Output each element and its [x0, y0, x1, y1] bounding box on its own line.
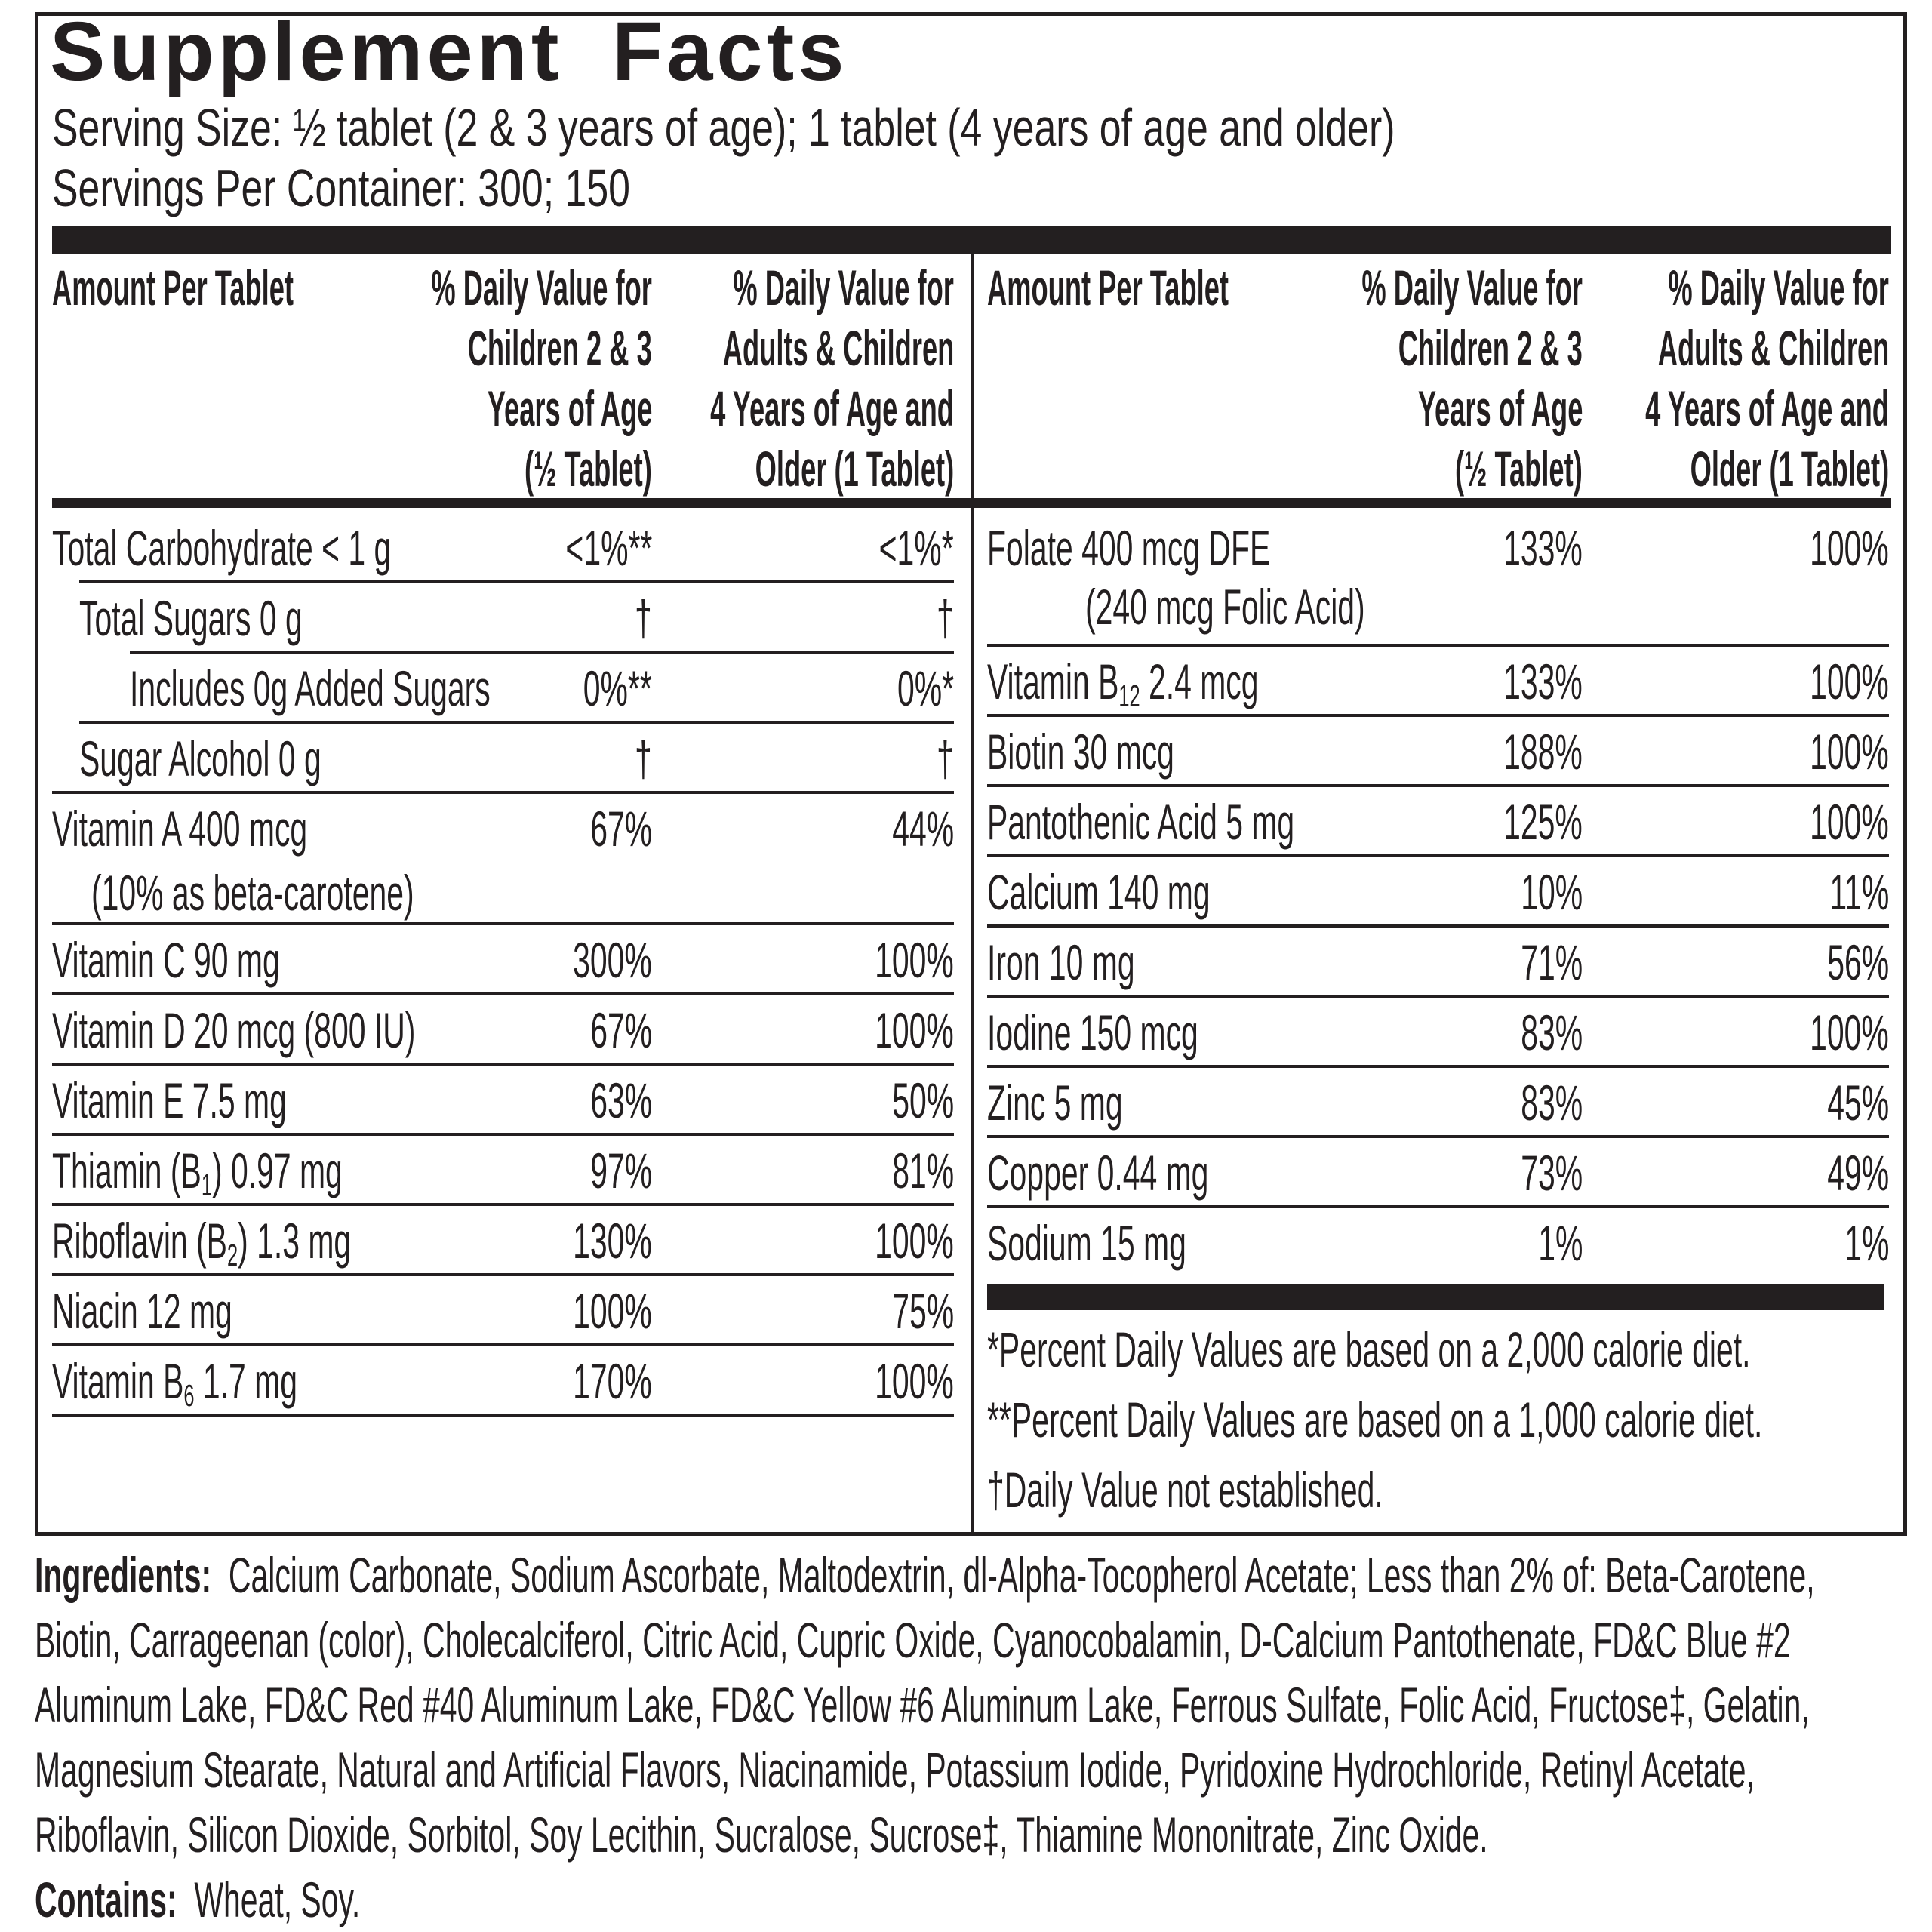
- children-dv-text: 133%: [1503, 520, 1583, 576]
- nutrient-label: [987, 928, 1226, 998]
- nutrient-label: [987, 787, 1483, 857]
- children-daily-value: [624, 583, 652, 654]
- adults-dv-text: 100%: [875, 1002, 954, 1058]
- nutrient-row: [52, 995, 954, 1066]
- nutrient-name-rest: ) 1.3 mg: [238, 1213, 352, 1269]
- children-daily-value: [1455, 647, 1583, 717]
- adults-daily-value: [826, 1346, 954, 1417]
- nutrient-row: [52, 1136, 954, 1206]
- nutrient-name: [52, 794, 307, 864]
- nutrient-row: [987, 857, 1889, 928]
- adults-dv-text: 100%: [875, 932, 954, 988]
- nutrient-name: [987, 787, 1294, 857]
- adults-daily-value: [1761, 508, 1889, 589]
- children-dv-text: 67%: [590, 1002, 652, 1058]
- nutrient-name: [52, 1346, 297, 1417]
- nutrient-name-text: Calcium 140 mg: [987, 864, 1211, 920]
- nutrient-label: [79, 583, 439, 654]
- nutrient-name-text: Vitamin D 20 mcg (800 IU): [52, 1002, 416, 1058]
- nutrient-name: [52, 508, 391, 589]
- children-daily-value: [552, 1066, 652, 1136]
- footnote: †Daily Value not established.: [987, 1462, 1383, 1518]
- header-line: Older (1 Tablet): [755, 441, 954, 497]
- children-dv-text: 133%: [1503, 654, 1583, 709]
- nutrient-row: [987, 787, 1889, 857]
- nutrient-name-text: Folate 400 mcg DFE: [987, 520, 1271, 576]
- children-daily-value: [525, 1276, 652, 1346]
- nutrient-label: [52, 1066, 430, 1136]
- children-daily-value: [552, 794, 652, 864]
- adults-daily-value: [826, 925, 954, 995]
- nutrient-name: [987, 1138, 1208, 1208]
- nutrient-name-text: Vitamin A 400 mcg: [52, 801, 308, 857]
- adults-dv-text: 75%: [892, 1283, 954, 1339]
- adults-dv-text: 100%: [1810, 724, 1889, 780]
- children-dv-text: 71%: [1521, 934, 1583, 990]
- children-daily-value: [1455, 787, 1583, 857]
- nutrient-note-text: (240 mcg Folic Acid): [1085, 579, 1365, 635]
- children-dv-text: 188%: [1503, 724, 1583, 780]
- header-line: (½ Tablet): [525, 441, 652, 497]
- nutrient-row: [52, 794, 954, 925]
- children-daily-value: [1483, 998, 1583, 1068]
- nutrient-name-text: Vitamin E 7.5 mg: [52, 1072, 287, 1128]
- adults-dv-text: 11%: [1829, 864, 1889, 920]
- adults-daily-value: [1793, 857, 1889, 928]
- children-dv-text: 0%**: [583, 660, 652, 716]
- adults-daily-value: [1789, 1068, 1889, 1138]
- subscript: 12: [1118, 678, 1140, 714]
- children-dv-text: 83%: [1521, 1075, 1583, 1131]
- ingredients-label: Ingredients:: [35, 1547, 212, 1603]
- nutrient-name-text: Iodine 150 mcg: [987, 1004, 1198, 1060]
- adults-daily-value: [854, 794, 954, 864]
- children-daily-value: [525, 1346, 652, 1417]
- nutrient-row: [987, 998, 1889, 1068]
- nutrient-name: [130, 654, 491, 724]
- adults-dv-text: 100%: [1810, 794, 1889, 850]
- nutrient-name-text: Sugar Alcohol 0 g: [79, 731, 321, 786]
- header-line: Older (1 Tablet): [1690, 441, 1889, 497]
- nutrient-name: [987, 928, 1135, 998]
- header-adults-dv: [1446, 257, 1889, 499]
- children-daily-value: [1455, 508, 1583, 589]
- nutrient-row: [52, 654, 954, 724]
- children-dv-text: 1%: [1537, 1215, 1583, 1271]
- children-daily-value: [525, 1206, 652, 1276]
- nutrient-row: [52, 583, 954, 654]
- nutrient-name-rest: 1.7 mg: [194, 1353, 297, 1409]
- nutrient-name: [987, 857, 1211, 928]
- nutrient-name-rest: ) 0.97 mg: [211, 1143, 343, 1198]
- header-line: % Daily Value for: [733, 260, 954, 315]
- thick-divider-header: [52, 498, 1891, 508]
- nutrient-name-rest: 2.4 mcg: [1140, 654, 1259, 709]
- nutrient-label: [52, 995, 638, 1066]
- adults-daily-value: [854, 1066, 954, 1136]
- nutrient-name-text: Includes 0g Added Sugars: [130, 660, 491, 716]
- nutrient-name: [987, 647, 1259, 717]
- nutrient-label: [987, 1138, 1344, 1208]
- nutrient-label: [52, 1276, 343, 1346]
- nutrient-label: [987, 998, 1327, 1068]
- adults-daily-value: [1761, 787, 1889, 857]
- children-dv-text: 10%: [1521, 864, 1583, 920]
- thick-divider-footnotes: [987, 1284, 1884, 1310]
- ingredients-text: Calcium Carbonate, Sodium Ascorbate, Maltodextrin, dl-Alpha-Tocopherol Acetate; Less than 2% of: Beta-Carotene, Biotin, Carrageenan (color), Cholecalciferol, Citric Acid, Cupric Oxide, Cyanocobalamin, D-Calcium Pantothenate, FD&C Blue #2 Aluminum Lake, FD&C Red #40 Aluminum Lake, FD&C Yellow #6 Aluminum Lake, Ferrous Sulfate, Folic Acid, Fructose‡, Gelatin, Magnesium Stearate, Natural and Artificial Flavors, Niacinamide, Potassium Iodide, Pyridoxine Hydrochloride, Retinyl Acetate, Riboflavin, Silicon Dioxide, Sorbitol, Soy Lecithin, Sucralose, Sucrose‡, Thiamine Mononitrate, Zinc Oxide.: [35, 1547, 1815, 1863]
- nutrient-name: [79, 724, 321, 794]
- header-line: Adults & Children: [722, 320, 954, 376]
- adults-daily-value: [1761, 717, 1889, 787]
- header-line: % Daily Value for: [431, 260, 652, 315]
- nutrient-label: [987, 717, 1289, 787]
- adults-dv-text: 45%: [1827, 1075, 1889, 1131]
- adults-dv-text: 56%: [1827, 934, 1889, 990]
- panel-title: Supplement Facts: [50, 5, 848, 98]
- nutrient-name-text: Biotin 30 mcg: [987, 724, 1174, 780]
- children-daily-value: [624, 724, 652, 794]
- left-header: [52, 257, 954, 499]
- header-line: 4 Years of Age and: [1645, 380, 1889, 436]
- header-line: Years of Age: [487, 380, 652, 436]
- children-dv-text: 300%: [573, 932, 652, 988]
- nutrient-row: [987, 1068, 1889, 1138]
- children-dv-text: 125%: [1503, 794, 1583, 850]
- nutrient-name-text: Thiamin (B: [52, 1143, 202, 1198]
- children-daily-value: [1483, 1068, 1583, 1138]
- nutrient-name-text: Copper 0.44 mg: [987, 1145, 1209, 1201]
- header-line: % Daily Value for: [1361, 260, 1583, 315]
- adults-daily-value: [854, 1136, 954, 1206]
- adults-daily-value: [826, 1206, 954, 1276]
- children-daily-value: [552, 995, 652, 1066]
- adults-daily-value: [1789, 1138, 1889, 1208]
- children-daily-value: [1483, 1138, 1583, 1208]
- nutrient-name-text: Zinc 5 mg: [987, 1075, 1123, 1131]
- nutrient-name: [987, 998, 1198, 1068]
- adults-daily-value: [926, 724, 954, 794]
- adults-dv-text: 100%: [875, 1213, 954, 1269]
- header-line: Children 2 & 3: [467, 320, 652, 376]
- nutrient-name: [987, 1068, 1123, 1138]
- nutrient-name: [52, 1066, 287, 1136]
- contains-text: Wheat, Soy.: [194, 1872, 361, 1927]
- children-daily-value: [541, 654, 652, 724]
- children-daily-value: [1483, 928, 1583, 998]
- nutrient-name-text: Vitamin B: [987, 654, 1119, 709]
- children-daily-value: [552, 1136, 652, 1206]
- nutrient-row: [52, 1276, 954, 1346]
- servings-per-container-text: Servings Per Container: 300; 150: [52, 158, 630, 217]
- header-amount: Amount Per Tablet: [52, 260, 294, 315]
- children-daily-value: [1483, 857, 1583, 928]
- nutrient-row: [987, 1208, 1889, 1278]
- adults-daily-value: [1761, 998, 1889, 1068]
- nutrient-name: [52, 1206, 351, 1276]
- adults-daily-value: [854, 1276, 954, 1346]
- nutrient-row: [987, 717, 1889, 787]
- header-line: Adults & Children: [1657, 320, 1889, 376]
- adults-daily-value: [926, 583, 954, 654]
- nutrient-label: [987, 647, 1425, 717]
- nutrient-name: [52, 925, 280, 995]
- adults-dv-text: 81%: [892, 1143, 954, 1198]
- nutrient-name-text: Iron 10 mg: [987, 934, 1135, 990]
- nutrient-label: [52, 1136, 521, 1206]
- column-divider: [971, 254, 974, 1532]
- subscript: 6: [183, 1378, 195, 1414]
- adults-dv-text: 100%: [1810, 520, 1889, 576]
- children-dv-text: 97%: [590, 1143, 652, 1198]
- nutrient-name-text: Pantothenic Acid 5 mg: [987, 794, 1295, 850]
- nutrient-row: [52, 1066, 954, 1136]
- nutrient-label: [79, 724, 469, 794]
- footnote: *Percent Daily Values are based on a 2,000 calorie diet.: [987, 1321, 1751, 1377]
- nutrient-name: [52, 1136, 343, 1206]
- nutrient-name-text: Vitamin C 90 mg: [52, 932, 280, 988]
- footnotes: [987, 1315, 1932, 1525]
- nutrient-name: [52, 1276, 232, 1346]
- adults-dv-text: 100%: [1810, 1004, 1889, 1060]
- nutrient-label: [52, 1206, 534, 1276]
- nutrient-row: [52, 724, 954, 794]
- adults-daily-value: [1789, 928, 1889, 998]
- right-nutrient-table: [987, 508, 1889, 1278]
- header-line: Years of Age: [1417, 380, 1583, 436]
- children-daily-value: [1511, 1208, 1583, 1278]
- adults-dv-text: †: [937, 590, 954, 646]
- children-dv-text: 63%: [590, 1072, 652, 1128]
- adults-dv-text: 100%: [1810, 654, 1889, 709]
- nutrient-label: [987, 1208, 1309, 1278]
- adults-dv-text: †: [937, 731, 954, 786]
- nutrient-label: [52, 925, 420, 995]
- nutrient-name-text: Sodium 15 mg: [987, 1215, 1186, 1271]
- subscript: 1: [201, 1168, 212, 1203]
- nutrient-row: [987, 647, 1889, 717]
- header-line: (½ Tablet): [1455, 441, 1583, 497]
- children-dv-text: 73%: [1521, 1145, 1583, 1201]
- right-header: [987, 257, 1889, 499]
- header-adults-dv: [511, 257, 954, 499]
- adults-dv-text: 49%: [1827, 1145, 1889, 1201]
- servings-per-container: [52, 158, 833, 218]
- nutrient-row: [987, 508, 1889, 647]
- adults-daily-value: [1817, 1208, 1889, 1278]
- children-daily-value: [525, 925, 652, 995]
- header-line: 4 Years of Age and: [710, 380, 954, 436]
- children-dv-text: 100%: [573, 1283, 652, 1339]
- nutrient-note: [91, 858, 612, 928]
- serving-size: [52, 97, 1867, 158]
- nutrient-row: [52, 925, 954, 995]
- subscript: 2: [226, 1238, 238, 1273]
- nutrient-name-text: Total Sugars 0 g: [79, 590, 303, 646]
- adults-dv-text: 44%: [892, 801, 954, 857]
- nutrient-row: [987, 928, 1889, 998]
- nutrient-name-text: Total Carbohydrate < 1 g: [52, 520, 392, 576]
- adults-dv-text: 50%: [892, 1072, 954, 1128]
- nutrient-name: [52, 995, 415, 1066]
- header-line: Children 2 & 3: [1398, 320, 1583, 376]
- adults-daily-value: [863, 654, 954, 724]
- thick-divider-top: [52, 226, 1891, 254]
- nutrient-row: [52, 508, 954, 583]
- nutrient-row: [987, 1138, 1889, 1208]
- adults-dv-text: <1%*: [879, 520, 954, 576]
- nutrient-name-text: Vitamin B: [52, 1353, 184, 1409]
- children-dv-text: 83%: [1521, 1004, 1583, 1060]
- adults-daily-value: [826, 995, 954, 1066]
- nutrient-label: [52, 1346, 448, 1417]
- serving-size-text: Serving Size: ½ tablet (2 & 3 years of age); 1 tablet (4 years of age and older): [52, 98, 1395, 157]
- adults-daily-value: [833, 508, 954, 589]
- nutrient-name: [79, 583, 303, 654]
- nutrient-label: [987, 857, 1347, 928]
- adults-dv-text: 0%*: [897, 660, 954, 716]
- nutrient-name: [987, 1208, 1186, 1278]
- nutrient-label: [987, 1068, 1206, 1138]
- nutrient-name-text: Niacin 12 mg: [52, 1283, 232, 1339]
- row-divider: [52, 1414, 954, 1417]
- children-dv-text: <1%**: [565, 520, 652, 576]
- nutrient-name-text: Riboflavin (B: [52, 1213, 227, 1269]
- adults-daily-value: [1761, 647, 1889, 717]
- nutrient-note-text: (10% as beta-carotene): [91, 865, 414, 921]
- header-line: % Daily Value for: [1668, 260, 1889, 315]
- children-dv-text: 130%: [573, 1213, 652, 1269]
- nutrient-row: [52, 1206, 954, 1276]
- children-dv-text: 170%: [573, 1353, 652, 1409]
- children-dv-text: 67%: [590, 801, 652, 857]
- nutrient-row: [52, 1346, 954, 1417]
- children-dv-text: †: [635, 731, 652, 786]
- children-daily-value: [512, 508, 652, 589]
- children-daily-value: [1455, 717, 1583, 787]
- ingredients-section: [35, 1543, 1901, 1932]
- nutrient-label: [52, 794, 463, 864]
- header-amount: Amount Per Tablet: [987, 260, 1229, 315]
- left-nutrient-table: [52, 508, 954, 1417]
- nutrient-name: [987, 717, 1174, 787]
- adults-dv-text: 100%: [875, 1353, 954, 1409]
- contains-label: Contains:: [35, 1872, 177, 1927]
- footnote: **Percent Daily Values are based on a 1,000 calorie diet.: [987, 1392, 1763, 1447]
- children-dv-text: †: [635, 590, 652, 646]
- adults-dv-text: 1%: [1844, 1215, 1889, 1271]
